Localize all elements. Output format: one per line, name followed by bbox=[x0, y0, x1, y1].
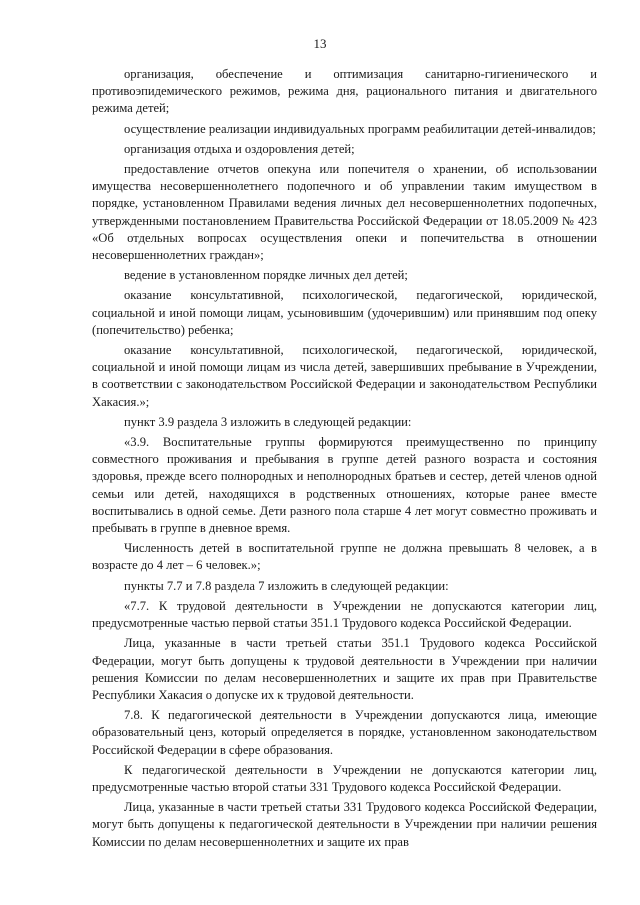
page-number: 13 bbox=[313, 36, 327, 51]
paragraph: ведение в установленном порядке личных дел детей; bbox=[124, 268, 408, 283]
paragraph: оказание консультативной, психологической, педагогической, юридической, социальной и иной помощи лицам из числа детей, завершивших пребывание в Учреждении, в соответствии с законодательством Российской Федерации и законодательством Республики Хакасия.»; bbox=[92, 343, 597, 409]
paragraph: Лица, указанные в части третьей статьи 351.1 Трудового кодекса Российской Федерации, могут быть допущены к трудовой деятельности в Учреждении при наличии решения Комиссии по делам несовершеннолетних и защите их прав при Правительстве Республики Хакасия о допуске их к трудовой деятельности. bbox=[92, 636, 597, 702]
paragraph: осуществление реализации индивидуальных программ реабилитации детей-инвалидов; bbox=[124, 121, 596, 136]
document-body bbox=[92, 66, 597, 851]
paragraph: «3.9. Воспитательные группы формируются преимущественно по принципу совместного проживания и пребывания в группе детей разного возраста и состояния здоровья, прежде всего полнородных и неполнородных братьев и сестер, детей членов одной семьи или детей, находящихся в родственных отношениях, которые ранее вместе воспитывались в одной семье. Дети разного пола старше 4 лет могут совместно проживать и пребывать в группе в дневное время. bbox=[92, 435, 597, 536]
paragraph: предоставление отчетов опекуна или попечителя о хранении, об использовании имущества несовершеннолетнего подопечного и об управлении таким имуществом в порядке, установленном Правилами ведения личных дел несовершеннолетних подопечных, утвержденными постановлением Правительства Российской Федерации от 18.05.2009 № 423 «Об отдельных вопросах осуществления опеки и попечительства в отношении несовершеннолетних граждан»; bbox=[92, 162, 597, 263]
paragraph: пункт 3.9 раздела 3 изложить в следующей редакции: bbox=[124, 414, 412, 429]
paragraph: К педагогической деятельности в Учреждении не допускаются категории лиц, предусмотренные частью второй статьи 331 Трудового кодекса Российской Федерации. bbox=[92, 762, 597, 794]
paragraph: «7.7. К трудовой деятельности в Учреждении не допускаются категории лиц, предусмотренные частью первой статьи 351.1 Трудового кодекса Российской Федерации. bbox=[92, 598, 597, 631]
paragraph: организация, обеспечение и оптимизация санитарно-гигиенического и противоэпидемического режимов, режима дня, рационального питания и двигательного режима детей; bbox=[92, 67, 597, 116]
paragraph: организация отдыха и оздоровления детей; bbox=[124, 141, 355, 156]
paragraph: Численность детей в воспитательной группе не должна превышать 8 человек, а в возрасте до 4 лет – 6 человек.»; bbox=[92, 541, 597, 573]
paragraph: Лица, указанные в части третьей статьи 331 Трудового кодекса Российской Федерации, могут быть допущены к педагогической деятельности в Учреждении при наличии решения Комиссии по делам несовершеннолетних и защите их прав bbox=[92, 800, 597, 849]
paragraph: оказание консультативной, психологической, педагогической, юридической, социальной и иной помощи лицам, усыновившим (удочерившим) или принявшим под опеку (попечительство) ребенка; bbox=[92, 288, 597, 337]
paragraph: пункты 7.7 и 7.8 раздела 7 изложить в следующей редакции: bbox=[124, 578, 449, 593]
paragraph: 7.8. К педагогической деятельности в Учреждении допускаются лица, имеющие образовательный ценз, который определяется в порядке, установленном законодательством Российской Федерации в сфере образования. bbox=[92, 708, 597, 757]
